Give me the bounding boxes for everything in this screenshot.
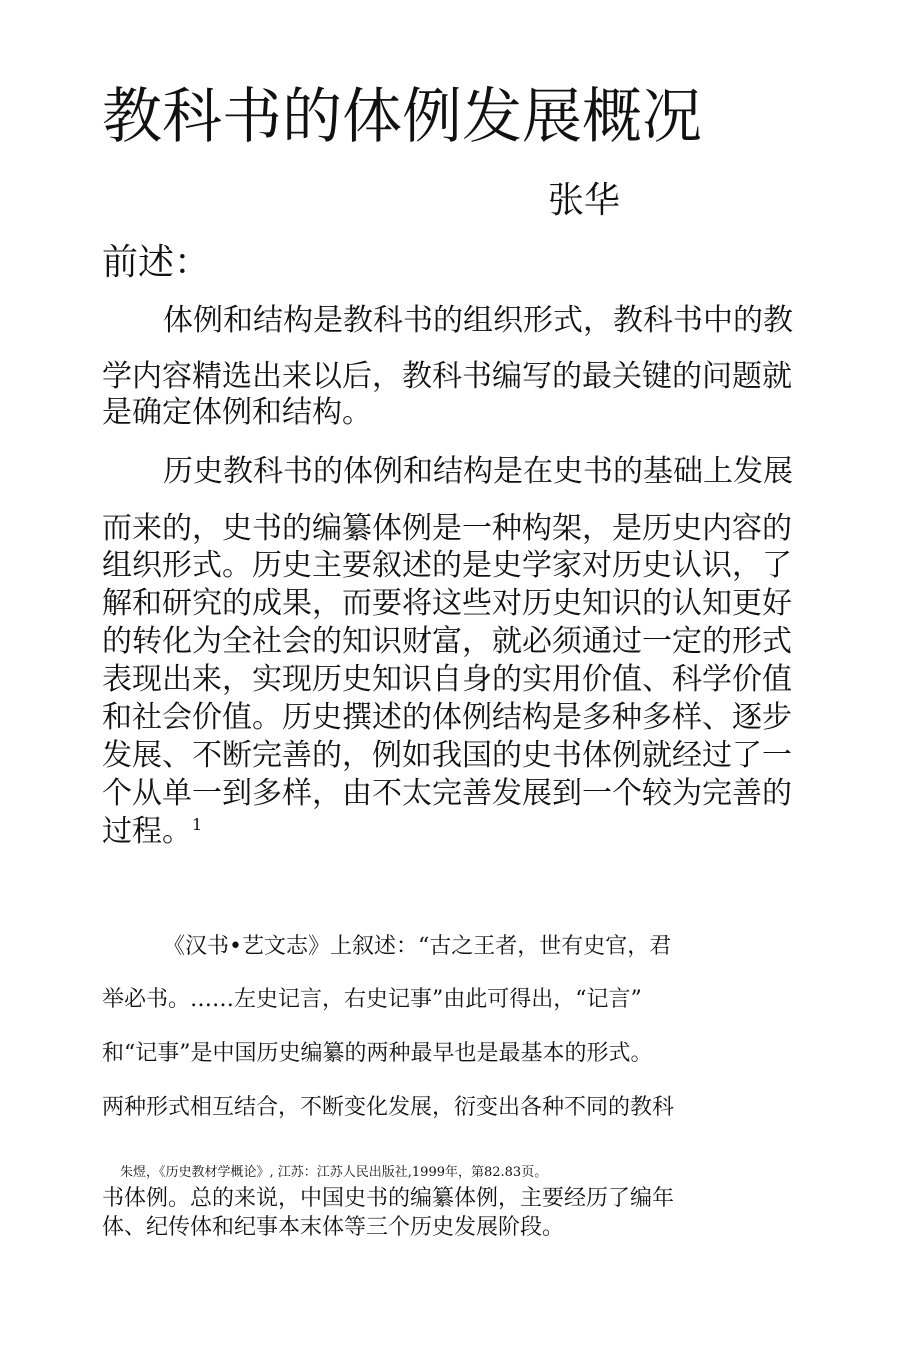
paragraph-2-line-5: 的转化为全社会的知识财富，就必须通过一定的形式 — [102, 624, 792, 659]
footnote: 朱煜，《历史教材学概论》, 江苏：江苏人民出版社,1999年，第82.83页。 — [120, 1165, 548, 1180]
paragraph-3-line-1: 《汉书•艺文志》上叙述：“古之王者，世有史官，君 — [163, 934, 672, 959]
paragraph-2-line-9: 个从单一到多样，由不太完善发展到一个较为完善的 — [102, 776, 792, 811]
paragraph-2-line-10-text: 过程。 — [102, 814, 192, 849]
paragraph-2-line-7: 和社会价值。历史撰述的体例结构是多种多样、逐步 — [102, 700, 792, 735]
paragraph-3-line-4: 两种形式相互结合，不断变化发展，衍变出各种不同的教科 — [102, 1095, 675, 1120]
paragraph-2-line-8: 发展、不断完善的，例如我国的史书体例就经过了一 — [102, 738, 792, 773]
paragraph-1-line-2: 学内容精选出来以后，教科书编写的最关键的问题就 — [102, 359, 792, 394]
preface-heading: 前述： — [102, 242, 211, 283]
paragraph-2-line-2: 而来的，史书的编纂体例是一种构架，是历史内容的 — [102, 511, 792, 546]
paragraph-3-line-2: 举必书。……左史记言，右史记事”由此可得出，“记言” — [102, 987, 642, 1012]
paragraph-2-line-6: 表现出来，实现历史知识自身的实用价值、科学价值 — [102, 662, 792, 697]
footnote-marker: 1 — [192, 815, 203, 834]
paragraph-2-line-3: 组织形式。历史主要叙述的是史学家对历史认识，了 — [102, 548, 792, 583]
document-title: 教科书的体例发展概况 — [102, 82, 702, 152]
paragraph-1-line-3: 是确定体例和结构。 — [102, 395, 372, 430]
paragraph-2-line-1: 历史教科书的体例和结构是在史书的基础上发展 — [163, 454, 793, 489]
paragraph-4-line-1: 书体例。总的来说，中国史书的编纂体例，主要经历了编年 — [102, 1186, 675, 1211]
paragraph-2-line-10 — [102, 813, 202, 851]
paragraph-3-line-3: 和“记事”是中国历史编纂的两种最早也是最基本的形式。 — [102, 1041, 653, 1066]
author-name: 张华 — [548, 180, 621, 221]
paragraph-2-line-4: 解和研究的成果，而要将这些对历史知识的认知更好 — [102, 586, 792, 621]
paragraph-1-line-1: 体例和结构是教科书的组织形式，教科书中的教 — [163, 303, 793, 338]
paragraph-4-line-2: 体、纪传体和纪事本末体等三个历史发展阶段。 — [102, 1215, 565, 1240]
